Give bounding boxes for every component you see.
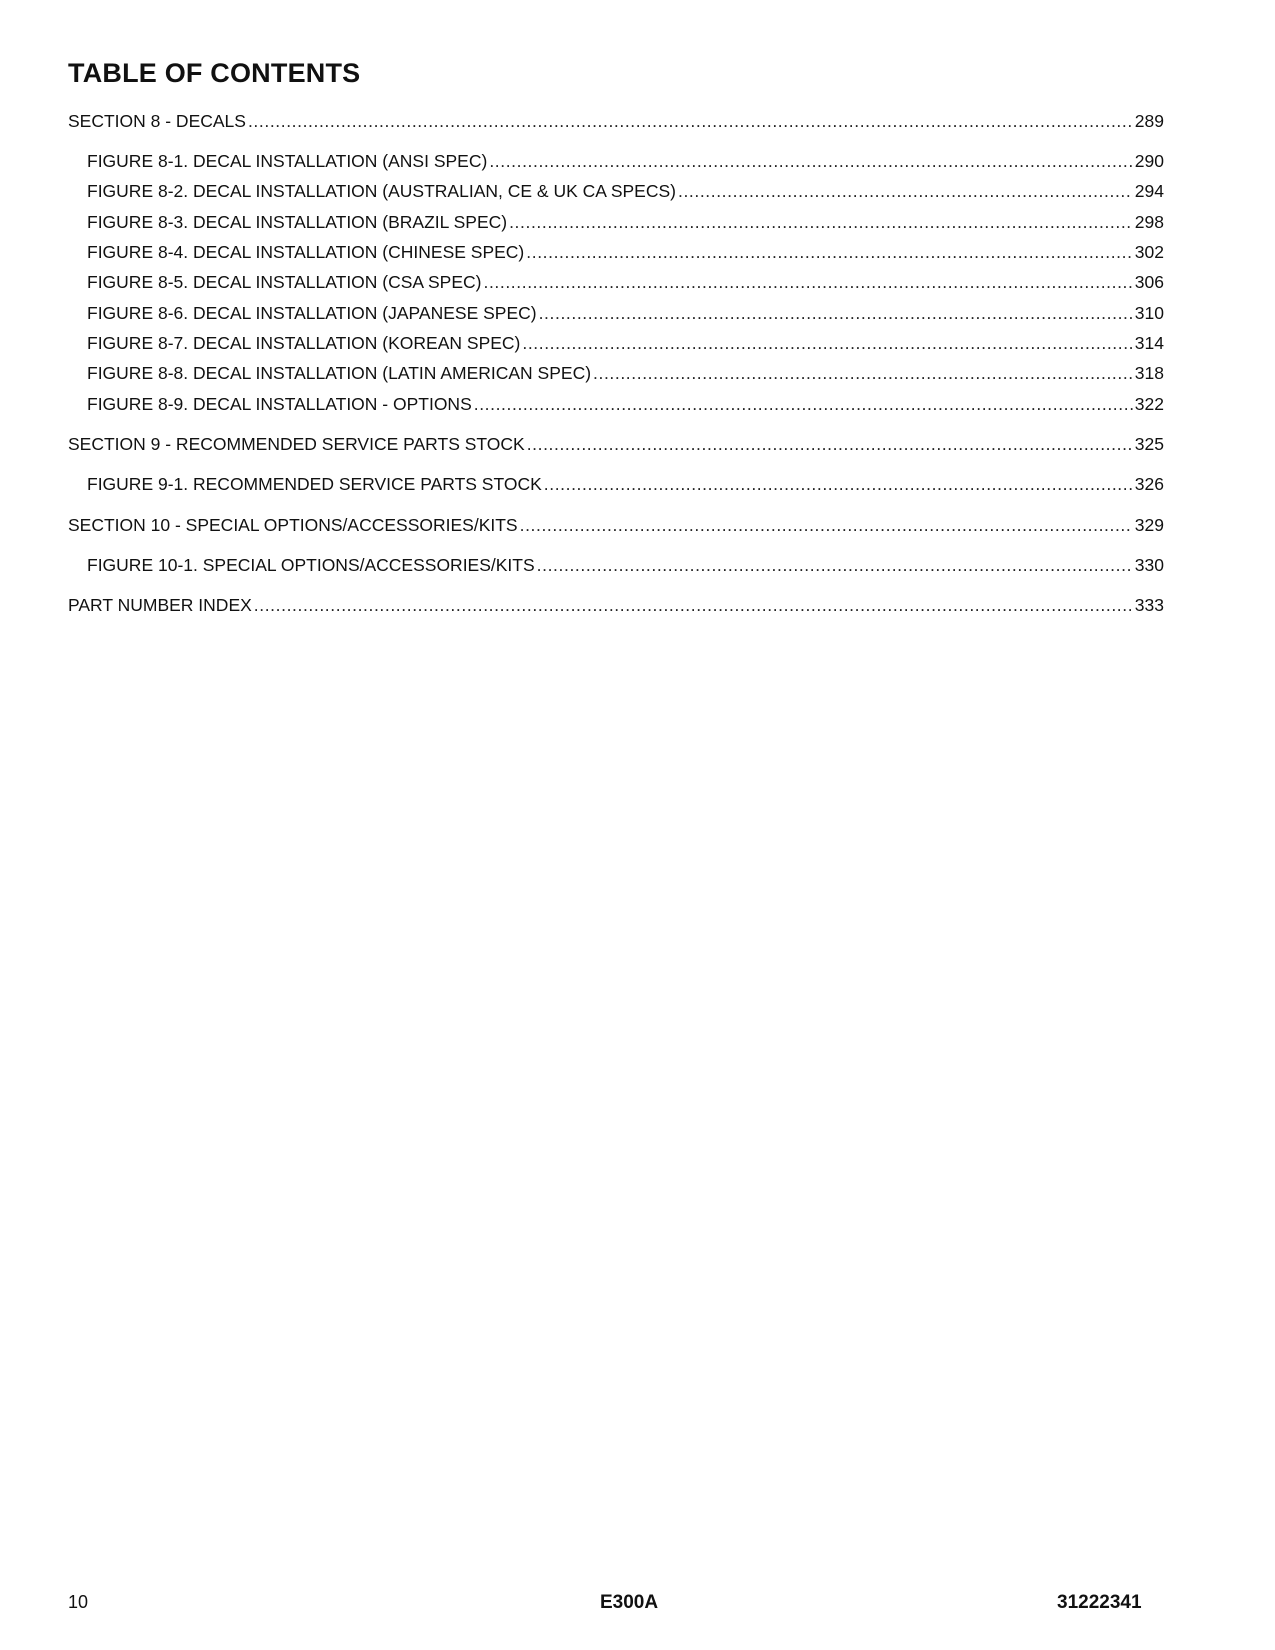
toc-entry-page: 289	[1134, 111, 1164, 131]
toc-dot-leader	[526, 241, 1133, 263]
toc-dot-leader	[484, 271, 1133, 293]
toc-entry-page: 330	[1134, 555, 1164, 575]
toc-entry-page: 325	[1134, 434, 1164, 454]
toc-entry-page: 310	[1134, 303, 1164, 323]
toc-entry-page: 318	[1134, 363, 1164, 383]
toc-entry-label: FIGURE 8-5. DECAL INSTALLATION (CSA SPEC)	[87, 272, 482, 292]
toc-dot-leader	[593, 362, 1133, 384]
toc-section-entry[interactable]	[68, 514, 1164, 536]
toc-dot-leader	[539, 302, 1133, 324]
toc-entry-page: 329	[1134, 515, 1164, 535]
toc-entry-label: SECTION 9 - RECOMMENDED SERVICE PARTS STOCK	[68, 434, 525, 454]
toc-entry-label: FIGURE 8-4. DECAL INSTALLATION (CHINESE SPEC)	[87, 242, 525, 262]
toc-entry-label: SECTION 8 - DECALS	[68, 111, 246, 131]
toc-entry-label: FIGURE 8-7. DECAL INSTALLATION (KOREAN SPEC)	[87, 333, 521, 353]
toc-entry-page: 314	[1134, 333, 1164, 353]
toc-entry-label: SECTION 10 - SPECIAL OPTIONS/ACCESSORIES/KITS	[68, 515, 518, 535]
toc-figure-entry[interactable]	[68, 362, 1164, 384]
toc-entry-label: FIGURE 8-6. DECAL INSTALLATION (JAPANESE SPEC)	[87, 303, 537, 323]
toc-dot-leader	[522, 332, 1132, 354]
footer-document-number: 31222341	[1057, 1592, 1142, 1613]
toc-dot-leader	[520, 514, 1133, 536]
toc-entry-page: 333	[1134, 595, 1164, 615]
toc-dot-leader	[544, 473, 1133, 495]
toc-entry-page: 294	[1134, 181, 1164, 201]
toc-entry-page: 302	[1134, 242, 1164, 262]
toc-entry-label: FIGURE 8-8. DECAL INSTALLATION (LATIN AMERICAN SPEC)	[87, 363, 592, 383]
toc-dot-leader	[248, 110, 1133, 132]
toc-dot-leader	[489, 150, 1132, 172]
toc-dot-leader	[254, 594, 1133, 616]
footer-page-number: 10	[68, 1592, 89, 1612]
toc-dot-leader	[678, 180, 1133, 202]
toc-dot-leader	[537, 554, 1133, 576]
toc-figure-entry[interactable]	[68, 393, 1164, 415]
toc-figure-entry[interactable]	[68, 473, 1164, 495]
toc-entry-page: 298	[1134, 212, 1164, 232]
toc-figure-entry[interactable]	[68, 241, 1164, 263]
toc-entry-page: 322	[1134, 394, 1164, 414]
toc-dot-leader	[509, 211, 1133, 233]
toc-figure-entry[interactable]	[68, 211, 1164, 233]
toc-entry-label: FIGURE 8-1. DECAL INSTALLATION (ANSI SPEC)	[87, 151, 488, 171]
toc-dot-leader	[474, 393, 1133, 415]
toc-section-entry[interactable]	[68, 433, 1164, 455]
toc-section-entry[interactable]	[68, 594, 1164, 616]
toc-entry-page: 290	[1134, 151, 1164, 171]
toc-figure-entry[interactable]	[68, 554, 1164, 576]
toc-figure-entry[interactable]	[68, 302, 1164, 324]
toc-entry-label: FIGURE 8-2. DECAL INSTALLATION (AUSTRALIAN, CE & UK CA SPECS)	[87, 181, 676, 201]
toc-figure-entry[interactable]	[68, 332, 1164, 354]
toc-entry-label: PART NUMBER INDEX	[68, 595, 252, 615]
toc-entry-label: FIGURE 9-1. RECOMMENDED SERVICE PARTS STOCK	[87, 474, 542, 494]
toc-entry-label: FIGURE 8-3. DECAL INSTALLATION (BRAZIL SPEC)	[87, 212, 508, 232]
footer-model: E300A	[600, 1592, 659, 1613]
page-title: TABLE OF CONTENTS	[68, 58, 361, 88]
toc-figure-entry[interactable]	[68, 271, 1164, 293]
toc-entry-page: 306	[1134, 272, 1164, 292]
toc-entry-page: 326	[1134, 474, 1164, 494]
toc-figure-entry[interactable]	[68, 150, 1164, 172]
toc-figure-entry[interactable]	[68, 180, 1164, 202]
toc-section-entry[interactable]	[68, 110, 1164, 132]
toc-dot-leader	[527, 433, 1133, 455]
toc-entry-label: FIGURE 8-9. DECAL INSTALLATION - OPTIONS	[87, 394, 472, 414]
toc-entry-label: FIGURE 10-1. SPECIAL OPTIONS/ACCESSORIES/KITS	[87, 555, 535, 575]
